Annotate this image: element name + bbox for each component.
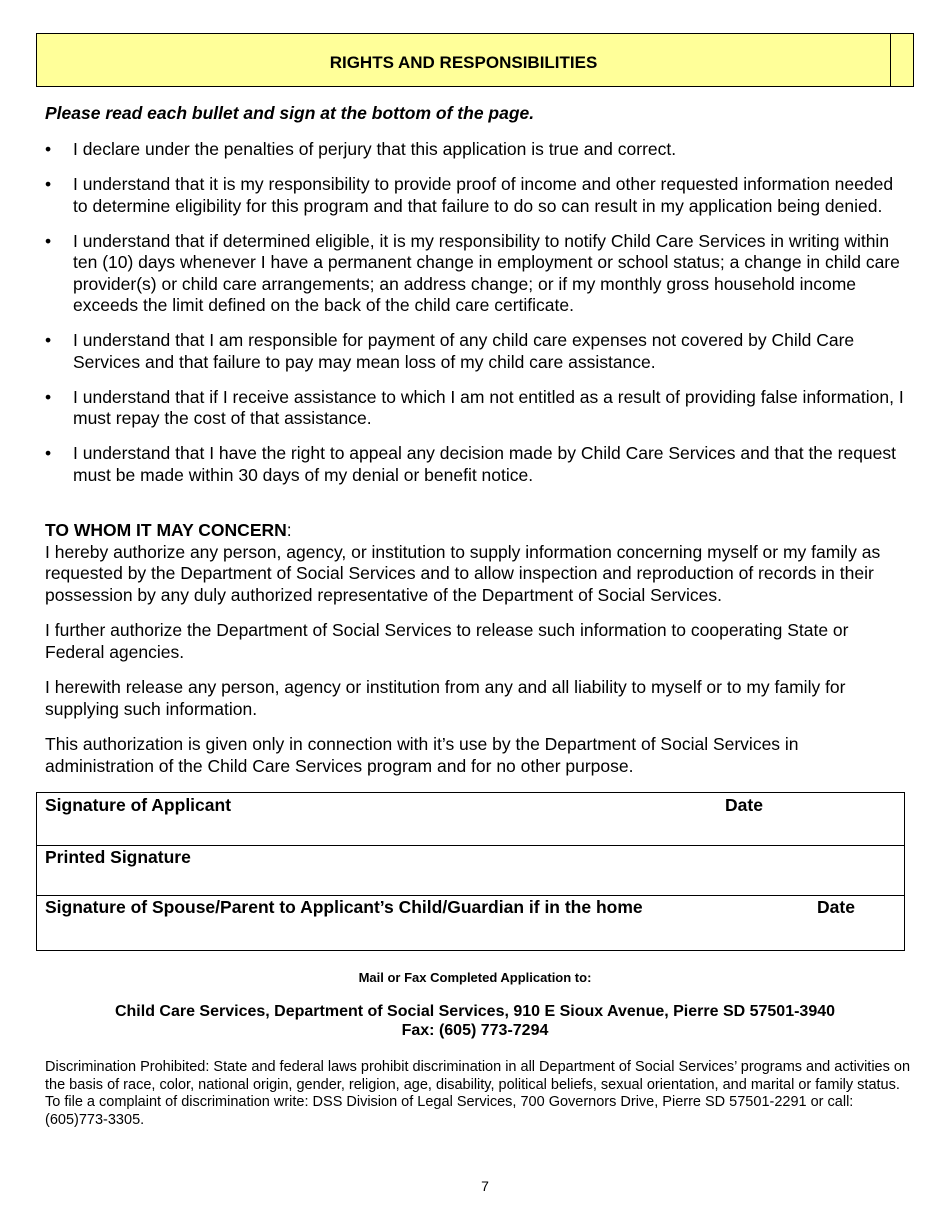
mail-instructions: Mail or Fax Completed Application to:	[358, 970, 592, 985]
authorization-paragraph: I herewith release any person, agency or institution from any and all liability to myself or to my family for supplying such information.	[45, 677, 846, 719]
list-item-text: I understand that it is my responsibility to provide proof of income and other requested information needed to determine eligibility for this program and that failure to do so can result in my application being denied.	[73, 174, 894, 216]
list-item-text: I understand that I am responsible for payment of any child care expenses not covered by Child Care Services and that failure to pay may mean loss of my child care assistance.	[73, 330, 855, 372]
authorization-paragraph: I hereby authorize any person, agency, or institution to supply information concerning myself or my family as requested by the Department of Social Services and to allow inspection and reproduction of records in their possession by any duly authorized representative of the Department of Social Services.	[45, 541, 881, 605]
mailing-address-block	[0, 1002, 950, 1040]
printed-signature-field[interactable]	[37, 845, 904, 896]
authorization-section	[45, 520, 910, 791]
list-item	[45, 443, 910, 486]
list-item-text: I understand that if I receive assistance to which I am not entitled as a result of providing false information, I must repay the cost of that assistance.	[73, 386, 904, 428]
fax-number: Fax: (605) 773-7294	[401, 1022, 549, 1039]
list-item	[45, 387, 910, 430]
list-item	[45, 139, 910, 161]
title-divider	[890, 34, 891, 86]
signature-box	[36, 792, 905, 951]
bullet-icon: •	[45, 139, 52, 159]
mailing-address: Child Care Services, Department of Social Services, 910 E Sioux Avenue, Pierre SD 57501-3940	[114, 1003, 836, 1020]
list-item-text: I understand that if determined eligible, it is my responsibility to notify Child Care Services in writing within ten (10) days whenever I have a permanent change in employment or school status; a change in child care provider(s) or child care arrangements; an address change; or if my monthly gross household income exceeds the limit defined on the back of the child care certificate.	[73, 230, 900, 315]
list-item-text: I understand that I have the right to appeal any decision made by Child Care Services and that the request must be made within 30 days of my denial or benefit notice.	[73, 443, 897, 485]
discrimination-notice: Discrimination Prohibited: State and federal laws prohibit discrimination in all Department of Social Services’ programs and activities on the basis of race, color, national origin, gender, religion, age, disability, political beliefs, sexual orientation, and marital or family status. To file a complaint of discrimination write: DSS Division of Legal Services, 700 Governors Drive, Pierre SD 57501-2291 or call: (605)773-3305.	[45, 1059, 911, 1128]
applicant-date-label: Date	[725, 795, 763, 815]
authorization-paragraph: This authorization is given only in connection with it’s use by the Department of Social Services in administration of the Child Care Services program and for no other purpose.	[45, 734, 799, 776]
spouse-date-label: Date	[817, 897, 855, 917]
page-title: RIGHTS AND RESPONSIBILITIES	[329, 53, 598, 72]
bullet-icon: •	[45, 330, 52, 350]
applicant-signature-label: Signature of Applicant	[45, 795, 232, 815]
bullet-icon: •	[45, 443, 52, 463]
list-item	[45, 330, 910, 373]
list-item	[45, 231, 910, 317]
applicant-signature-field[interactable]	[37, 793, 904, 846]
page-number: 7	[481, 1178, 489, 1194]
spouse-signature-label: Signature of Spouse/Parent to Applicant’s Child/Guardian if in the home	[45, 897, 643, 917]
list-item	[45, 174, 910, 217]
title-banner	[36, 33, 914, 87]
instructions-text: Please read each bullet and sign at the bottom of the page.	[45, 103, 535, 123]
bullet-icon: •	[45, 386, 52, 407]
list-item-text: I declare under the penalties of perjury that this application is true and correct.	[73, 139, 677, 159]
responsibilities-list	[45, 139, 910, 500]
authorization-heading: TO WHOM IT MAY CONCERN	[45, 520, 287, 540]
bullet-icon: •	[45, 230, 52, 251]
authorization-heading-colon: :	[286, 520, 292, 540]
authorization-paragraph: I further authorize the Department of Social Services to release such information to cooperating State or Federal agencies.	[45, 620, 849, 662]
authorization-heading-line	[45, 520, 910, 542]
bullet-icon: •	[45, 174, 52, 194]
printed-signature-label: Printed Signature	[45, 847, 191, 867]
spouse-signature-field[interactable]	[37, 895, 904, 950]
